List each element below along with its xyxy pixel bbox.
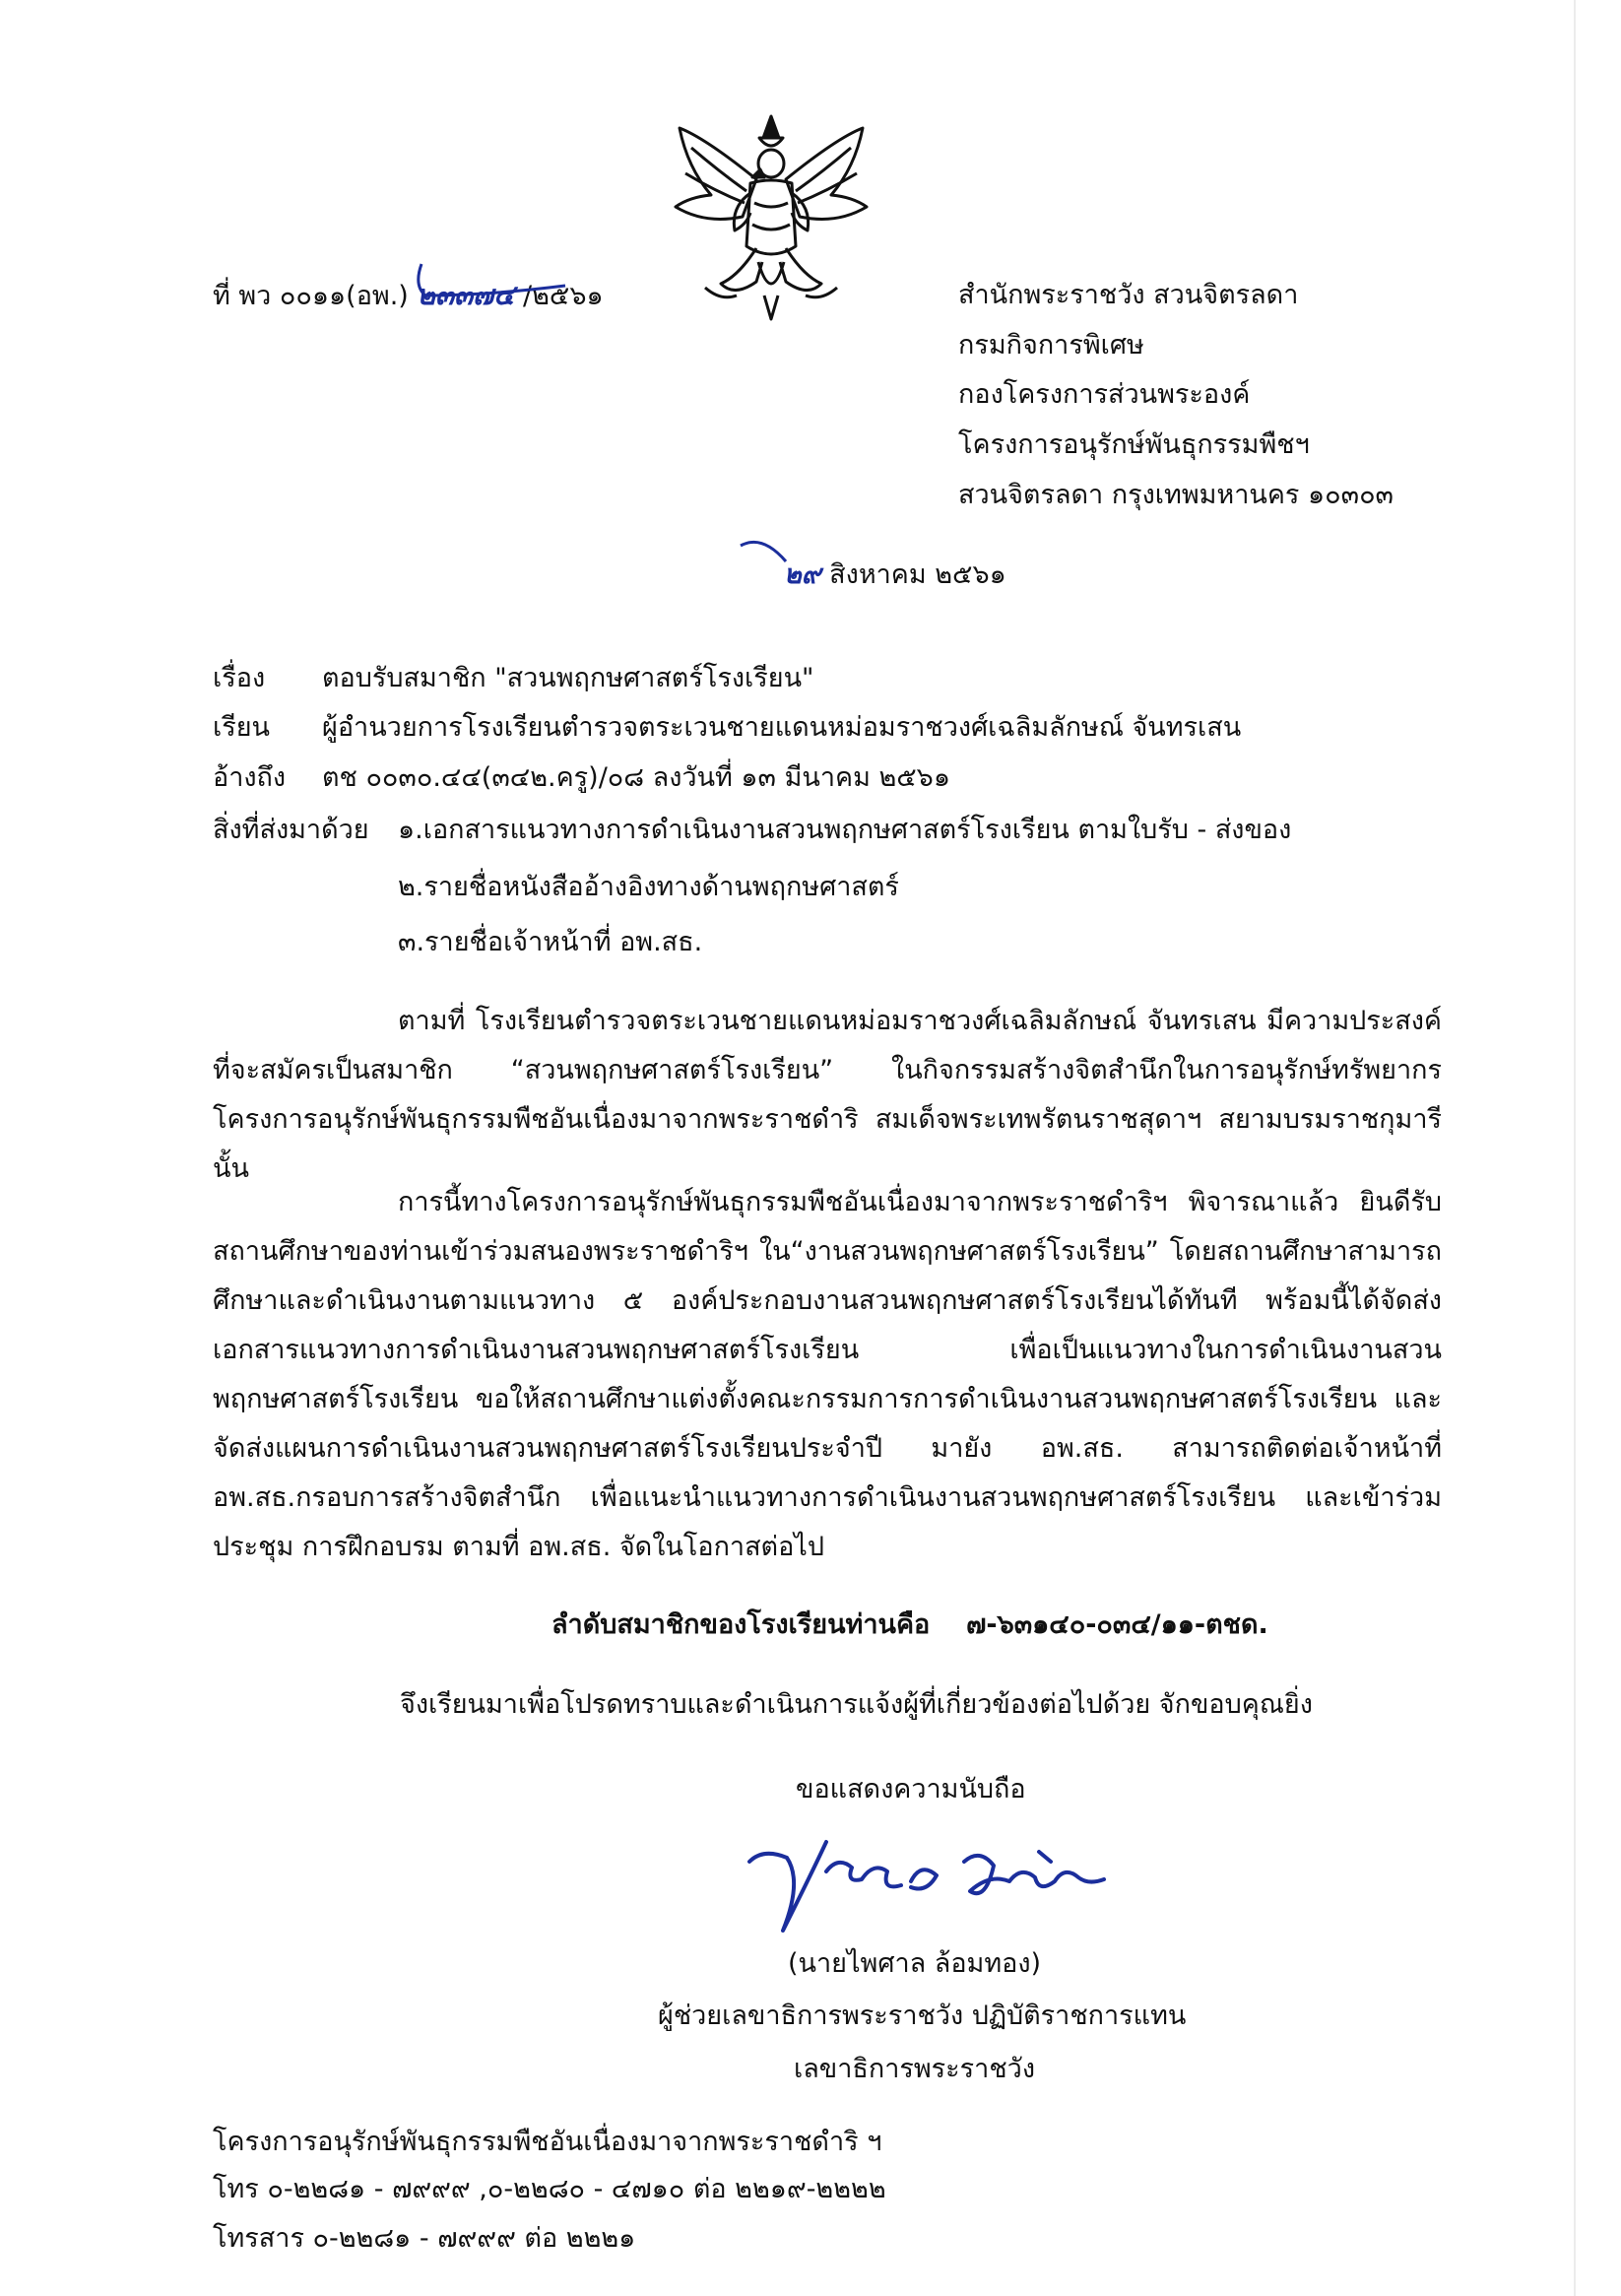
sender-address-line-3: กองโครงการส่วนพระองค์ bbox=[958, 379, 1251, 410]
enclosure-item-1: ๑.เอกสารแนวทางการดำเนินงานสวนพฤกษศาสตร์โรงเรียน ตามใบรับ - ส่งของ bbox=[398, 815, 1292, 845]
footer-phone: โทร ๐-๒๒๘๑ - ๗๙๙๙ ,๐-๒๒๘๐ - ๔๗๑๐ ต่อ ๒๒๑๙-๒๒๒๒ bbox=[213, 2174, 886, 2204]
reference-handwritten-number: ๒๓๓๗๔ bbox=[417, 279, 515, 311]
reference-label: อ้างถึง bbox=[213, 762, 287, 793]
reference-suffix: /๒๕๖๑ bbox=[523, 281, 604, 311]
subject-label: เรื่อง bbox=[213, 663, 266, 693]
date-month-year: สิงหาคม ๒๕๖๑ bbox=[829, 559, 1006, 590]
sender-address-line-5: สวนจิตรลดา กรุงเทพมหานคร ๑๐๓๐๓ bbox=[958, 480, 1394, 510]
page-edge-line bbox=[1574, 0, 1576, 2296]
reference-prefix: ที่ พว ๐๐๑๑(อพ.) bbox=[213, 281, 409, 311]
footer-organization: โครงการอนุรักษ์พันธุกรรมพืชอันเนื่องมาจากพระราชดำริ ฯ bbox=[213, 2127, 882, 2157]
enclosure-item-3: ๓.รายชื่อเจ้าหน้าที่ อพ.สธ. bbox=[398, 927, 703, 957]
subject-text: ตอบรับสมาชิก "สวนพฤกษศาสตร์โรงเรียน" bbox=[322, 663, 814, 693]
member-number-label: ลำดับสมาชิกของโรงเรียนท่านคือ bbox=[551, 1609, 931, 1640]
footer-fax: โทรสาร ๐-๒๒๘๑ - ๗๙๙๙ ต่อ ๒๒๒๑ bbox=[213, 2223, 636, 2254]
body-paragraph-1: ตามที่ โรงเรียนตำรวจตระเวนชายแดนหม่อมราชวงศ์เฉลิมลักษณ์ จันทรเสน มีความประสงค์ที่จะสมัครเป็นสมาชิก “สวนพฤกษศาสตร์โรงเรียน” ในกิจกรรมสร้างจิตสำนึกในการอนุรักษ์ทรัพยากร โครงการอนุรักษ์พันธุกรรมพืชอันเนื่องมาจากพระราชดำริ สมเด็จพระเทพรัตนราชสุดาฯ สยามบรมราชกุมารี นั้น bbox=[213, 1006, 1442, 1184]
closing-sentence: จึงเรียนมาเพื่อโปรดทราบและดำเนินการแจ้งผู้ที่เกี่ยวข้องต่อไปด้วย จักขอบคุณยิ่ง bbox=[400, 1689, 1313, 1720]
sender-address-line-1: สำนักพระราชวัง สวนจิตรลดา bbox=[958, 280, 1299, 310]
sender-address-line-4: โครงการอนุรักษ์พันธุกรรมพืชฯ bbox=[958, 429, 1310, 460]
garuda-emblem-icon bbox=[666, 108, 876, 327]
date-handwritten-day: ๒๙ bbox=[784, 559, 821, 590]
signer-name: (นายไพศาล ล้อมทอง) bbox=[788, 1948, 1042, 1979]
enclosures-label: สิ่งที่ส่งมาด้วย bbox=[213, 815, 369, 845]
reference-text: ตช ๐๐๓๐.๔๔(๓๔๒.ครู)/๐๘ ลงวันที่ ๑๓ มีนาคม ๒๕๖๑ bbox=[322, 762, 950, 793]
sender-address-line-2: กรมกิจการพิเศษ bbox=[958, 330, 1144, 361]
signer-title-2: เลขาธิการพระราชวัง bbox=[794, 2054, 1036, 2084]
regards-line: ขอแสดงความนับถือ bbox=[796, 1774, 1026, 1804]
to-text: ผู้อำนวยการโรงเรียนตำรวจตระเวนชายแดนหม่อมราชวงศ์เฉลิมลักษณ์ จันทรเสน bbox=[322, 712, 1242, 743]
enclosure-item-2: ๒.รายชื่อหนังสืออ้างอิงทางด้านพฤกษศาสตร์ bbox=[398, 872, 899, 902]
handwriting-underline-stroke bbox=[408, 246, 624, 305]
signer-title-1: ผู้ช่วยเลขาธิการพระราชวัง ปฏิบัติราชการแทน bbox=[658, 2001, 1187, 2031]
date-handwriting-stroke bbox=[733, 532, 851, 581]
body-paragraph-2: การนี้ทางโครงการอนุรักษ์พันธุกรรมพืชอันเนื่องมาจากพระราชดำริฯ พิจารณาแล้ว ยินดีรับสถานศึกษาของท่านเข้าร่วมสนองพระราชดำริฯ ใน“งานสวนพฤกษศาสตร์โรงเรียน” โดยสถานศึกษาสามารถศึกษาและดำเนินงานตามแนวทาง ๕ องค์ประกอบงานสวนพฤกษศาสตร์โรงเรียนได้ทันที พร้อมนี้ได้จัดส่งเอกสารแนวทางการดำเนินงานสวนพฤกษศาสตร์โรงเรียน เพื่อเป็นแนวทางในการดำเนินงานสวนพฤกษศาสตร์โรงเรียน ขอให้สถานศึกษาแต่งตั้งคณะกรรมการการดำเนินงานสวนพฤกษศาสตร์โรงเรียน และจัดส่งแผนการดำเนินงานสวนพฤกษศาสตร์โรงเรียนประจำปี มายัง อพ.สธ. สามารถติดต่อเจ้าหน้าที่ อพ.สธ.กรอบการสร้างจิตสำนึก เพื่อแนะนำแนวทางการดำเนินงานสวนพฤกษศาสตร์โรงเรียน และเข้าร่วมประชุม การฝึกอบรม ตามที่ อพ.สธ. จัดในโอกาสต่อไป bbox=[213, 1187, 1442, 1562]
member-number-line bbox=[551, 1608, 1268, 1642]
handwritten-signature bbox=[744, 1822, 1118, 1940]
to-label: เรียน bbox=[213, 712, 271, 743]
member-number-value: ๗-๖๓๑๔๐-๐๓๔/๑๑-ตชด. bbox=[966, 1609, 1268, 1640]
